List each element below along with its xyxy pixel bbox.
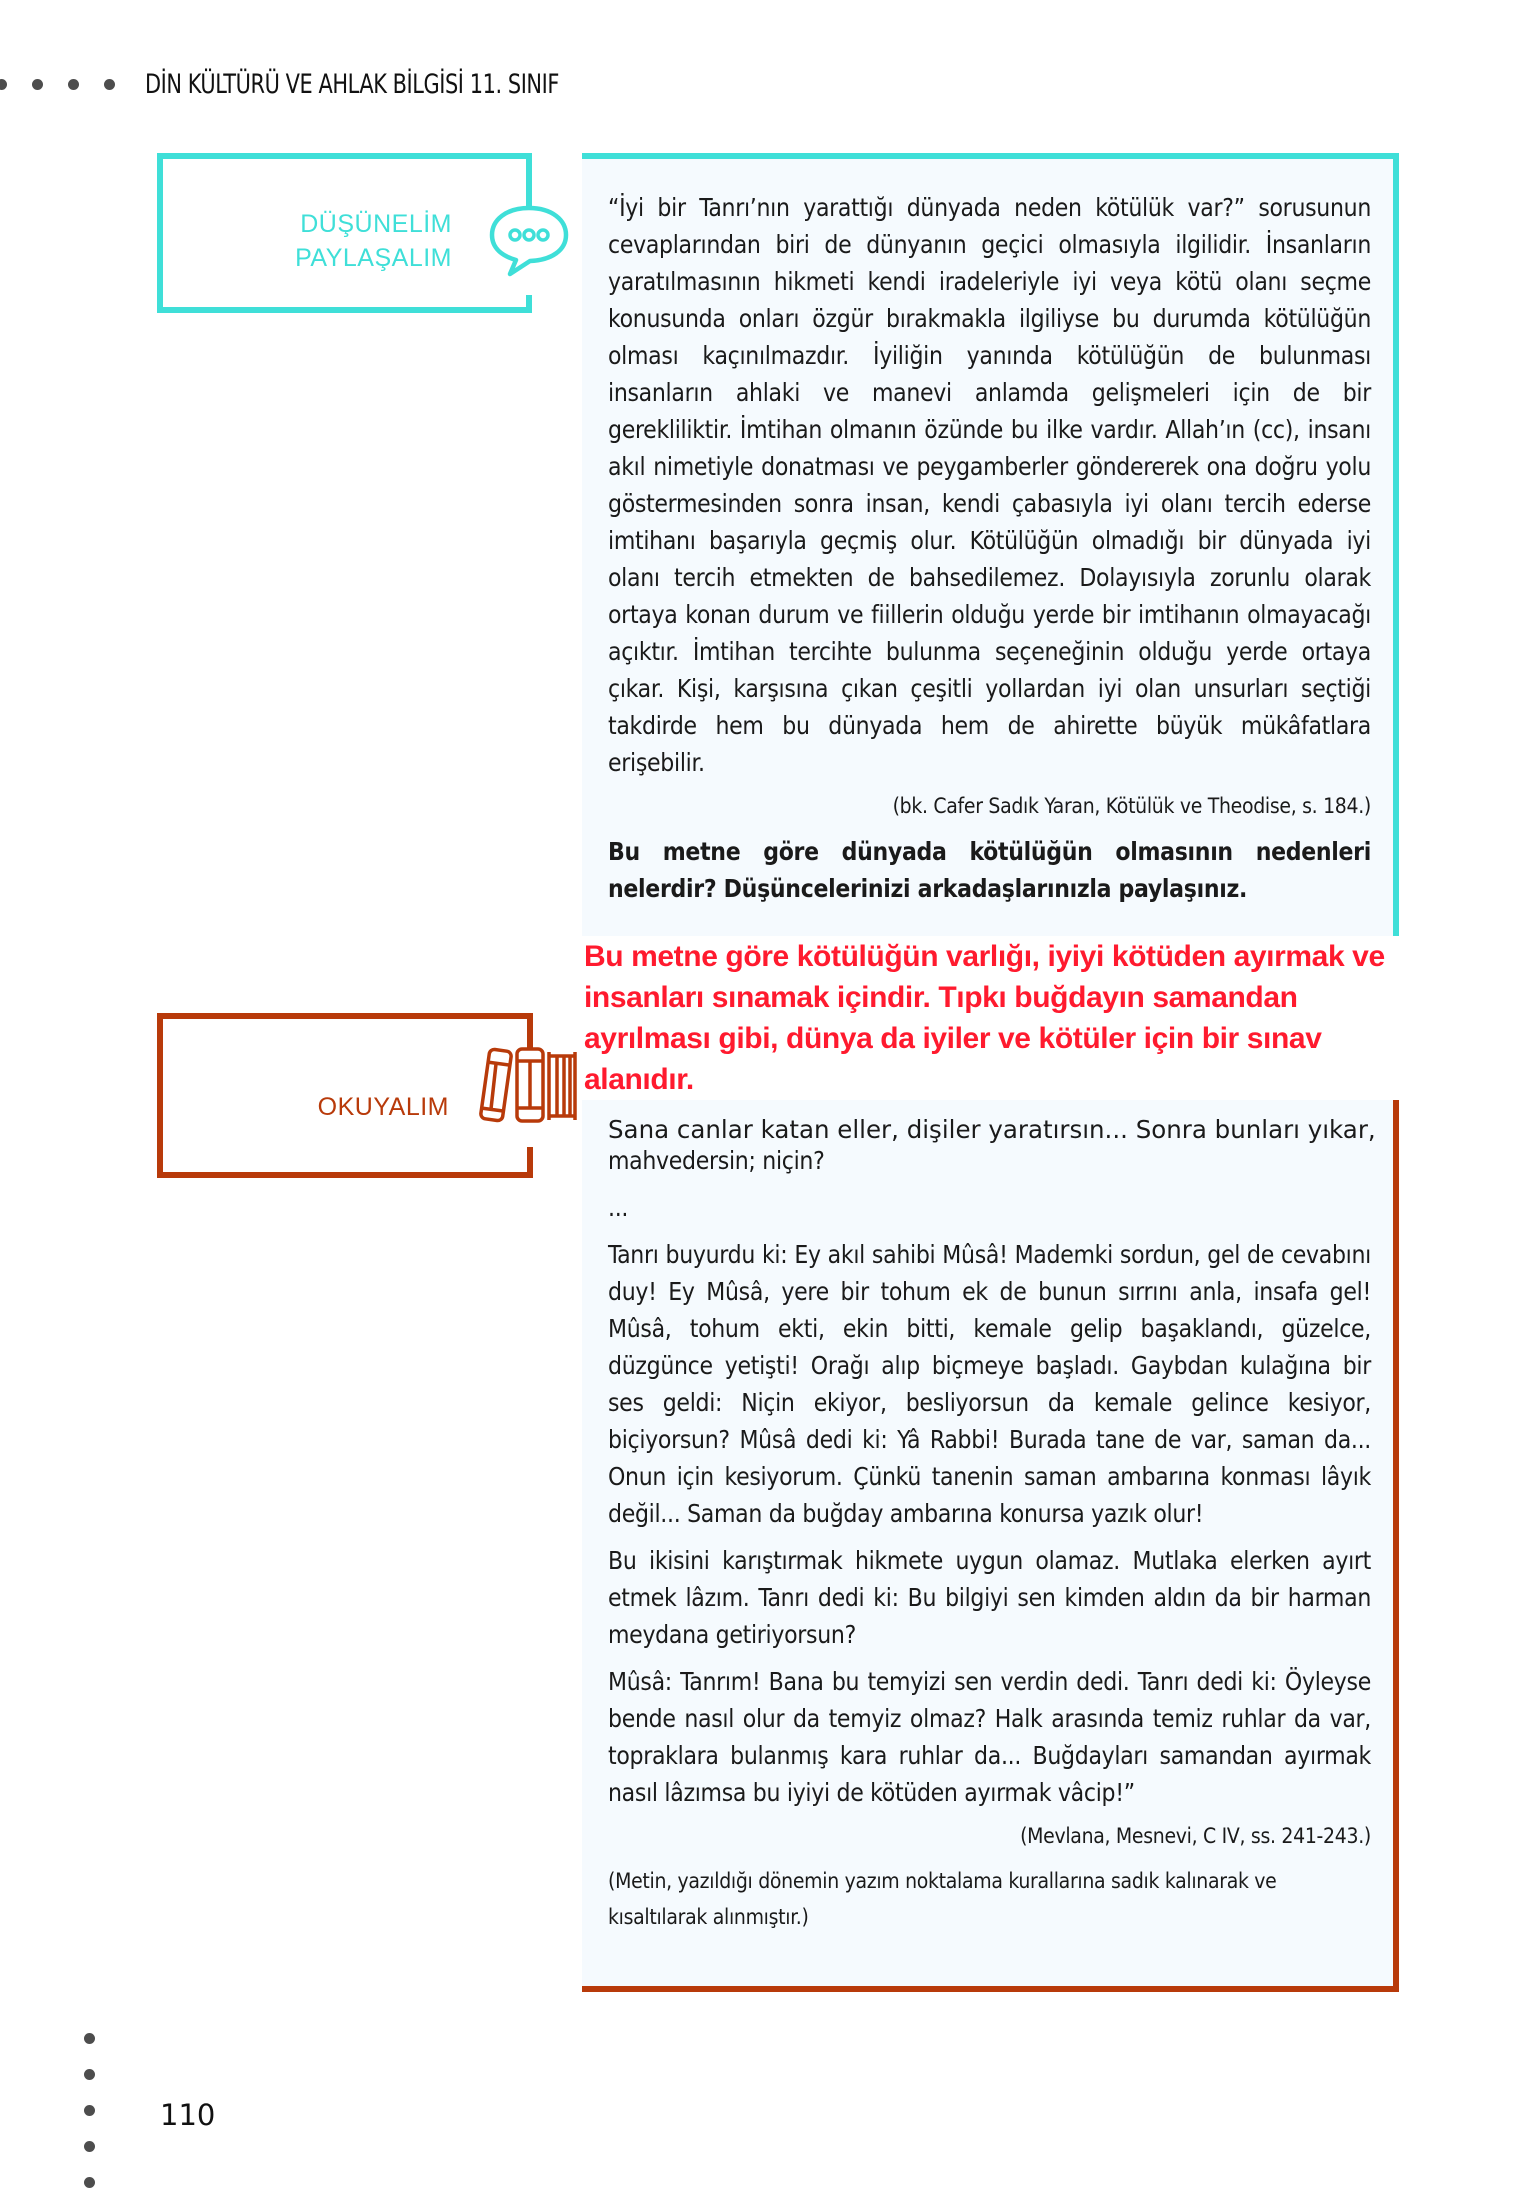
bullet-dot-icon bbox=[84, 2141, 95, 2152]
page-header bbox=[0, 64, 626, 104]
think-share-label bbox=[295, 207, 452, 275]
think-share-panel bbox=[582, 153, 1399, 943]
reading-paragraph: mahvedersin; niçin? bbox=[608, 1146, 825, 1175]
books-icon bbox=[477, 1046, 582, 1126]
reading-note: (Metin, yazıldığı dönemin yazım noktalama kurallarına sadık kalınarak ve kısaltılarak alınmıştır.) bbox=[608, 1869, 1277, 1929]
page-number: 110 bbox=[160, 2098, 216, 2132]
think-citation: (bk. Cafer Sadık Yaran, Kötülük ve Theodise, s. 184.) bbox=[892, 794, 1371, 818]
bullet-dot-icon bbox=[68, 79, 79, 90]
bullet-dot-icon bbox=[84, 2105, 95, 2116]
think-paragraph: “İyi bir Tanrı’nın yarattığı dünyada neden kötülük var?” sorusunun cevaplarından biri de dünyanın geçici olmasıyla ilgilidir. İnsanların yaratılmasının hikmeti kendi iradeleriyle iyi veya kötü olanı seçme konusunda onları özgür bırakmakla ilgiliyse bu durumda kötülüğün olması kaçınılmazdır. İyiliğin yanında kötülüğün de bulunması insanların ahlaki ve manevi anlamda gelişmeleri için de bir gerekliliktir. İmtihan olmanın özünde bu ilke vardır. Allah’ın (cc), insanı akıl nimetiyle donatması ve peygamberler göndererek ona doğru yolu göstermesinden sonra insan, kendi çabasıyla iyi olanı tercih ederse imtihanı başarıyla geçmiş olur. Kötülüğün olmadığı bir dünyada iyi olanı tercih etmekten de bahsedilemez. Dolayısıyla zorunlu olarak ortaya konan durum ve fiillerin olduğu yerde bir imtihanın olmayacağı açıktır. İmtihan tercihte bulunma seçeneğinin olduğu yerde ortaya çıkar. Kişi, karşısına çıkan çeşitli yollardan iyi olan unsurları seçtiği takdirde hem bu dünyada hem de ahirette büyük mükâfatlara erişebilir. bbox=[608, 193, 1371, 777]
covered-text-line: Sana canlar katan eller, dişiler yaratırsın... Sonra bunları yıkar, bbox=[608, 1115, 1376, 1144]
label-line-2: PAYLAŞALIM bbox=[295, 244, 452, 272]
reading-paragraph: Tanrı buyurdu ki: Ey akıl sahibi Mûsâ! Mademki sordun, gel de cevabını duy! Ey Mûsâ, yere bir tohum ek de bunun sırrını anla, insafa gel! Mûsâ, tohum ekti, ekin bitti, kemale gelip başaklandı, güzelce, düzgünce yetişti! Orağı alıp biçmeye başladı. Gaybdan kulağına bir ses geldi: Niçin ekiyor, besliyorsun da kemale gelince kesiyor, biçiyorsun? Mûsâ dedi ki: Yâ Rabbi! Burada tane de var, saman da... Onun için kesiyorum. Çünkü tanenin saman ambarına konması lâyık değil... Saman da buğday ambarına konursa yazık olur! bbox=[608, 1240, 1371, 1528]
bullet-dot-icon bbox=[84, 2033, 95, 2044]
book-title: DİN KÜLTÜRÜ VE AHLAK BİLGİSİ 11. SINIF bbox=[145, 68, 559, 100]
reading-label: OKUYALIM bbox=[317, 1093, 449, 1121]
header-dots bbox=[0, 79, 115, 90]
footer-dots bbox=[84, 2033, 95, 2188]
reading-content bbox=[608, 1142, 1371, 1945]
think-question: Bu metne göre dünyada kötülüğün olmasının nedenleri nelerdir? Düşüncelerinizi arkadaşlarınızla paylaşınız. bbox=[608, 837, 1371, 903]
bullet-dot-icon bbox=[84, 2177, 95, 2188]
reading-paragraph: ... bbox=[608, 1193, 629, 1222]
think-share-label-box bbox=[157, 153, 532, 313]
bullet-dot-icon bbox=[84, 2069, 95, 2080]
label-line-1: DÜŞÜNELİM bbox=[300, 210, 452, 238]
bullet-dot-icon bbox=[0, 79, 7, 90]
reading-paragraph: Bu ikisini karıştırmak hikmete uygun olamaz. Mutlaka elerken ayırt etmek lâzım. Tanrı dedi ki: Bu bilgiyi sen kimden aldın da bir harman meydana getiriyorsun? bbox=[608, 1546, 1371, 1649]
speech-bubble-icon bbox=[486, 198, 572, 284]
reading-citation: (Mevlana, Mesnevi, C IV, ss. 241-243.) bbox=[1020, 1824, 1371, 1848]
bullet-dot-icon bbox=[104, 79, 115, 90]
handwritten-answer-overlay: Bu metne göre kötülüğün varlığı, iyiyi kötüden ayırmak ve insanları sınamak içindir. Tıpkı buğdayın samandan ayrılması gibi, dünya da iyiler ve kötüler için bir sınav alanıdır. bbox=[582, 936, 1404, 1100]
reading-paragraph: Mûsâ: Tanrım! Bana bu temyizi sen verdin dedi. Tanrı dedi ki: Öyleyse bende nasıl olur da temyiz olmaz? Halk arasında temiz ruhlar da var, topraklara bulanmış kara ruhlar da... Buğdayları samandan ayırmak nasıl lâzımsa bu iyiyi de kötüden ayırmak vâcip!” bbox=[608, 1667, 1371, 1807]
think-share-content bbox=[608, 189, 1371, 917]
bullet-dot-icon bbox=[32, 79, 43, 90]
reading-panel bbox=[582, 1020, 1399, 1992]
